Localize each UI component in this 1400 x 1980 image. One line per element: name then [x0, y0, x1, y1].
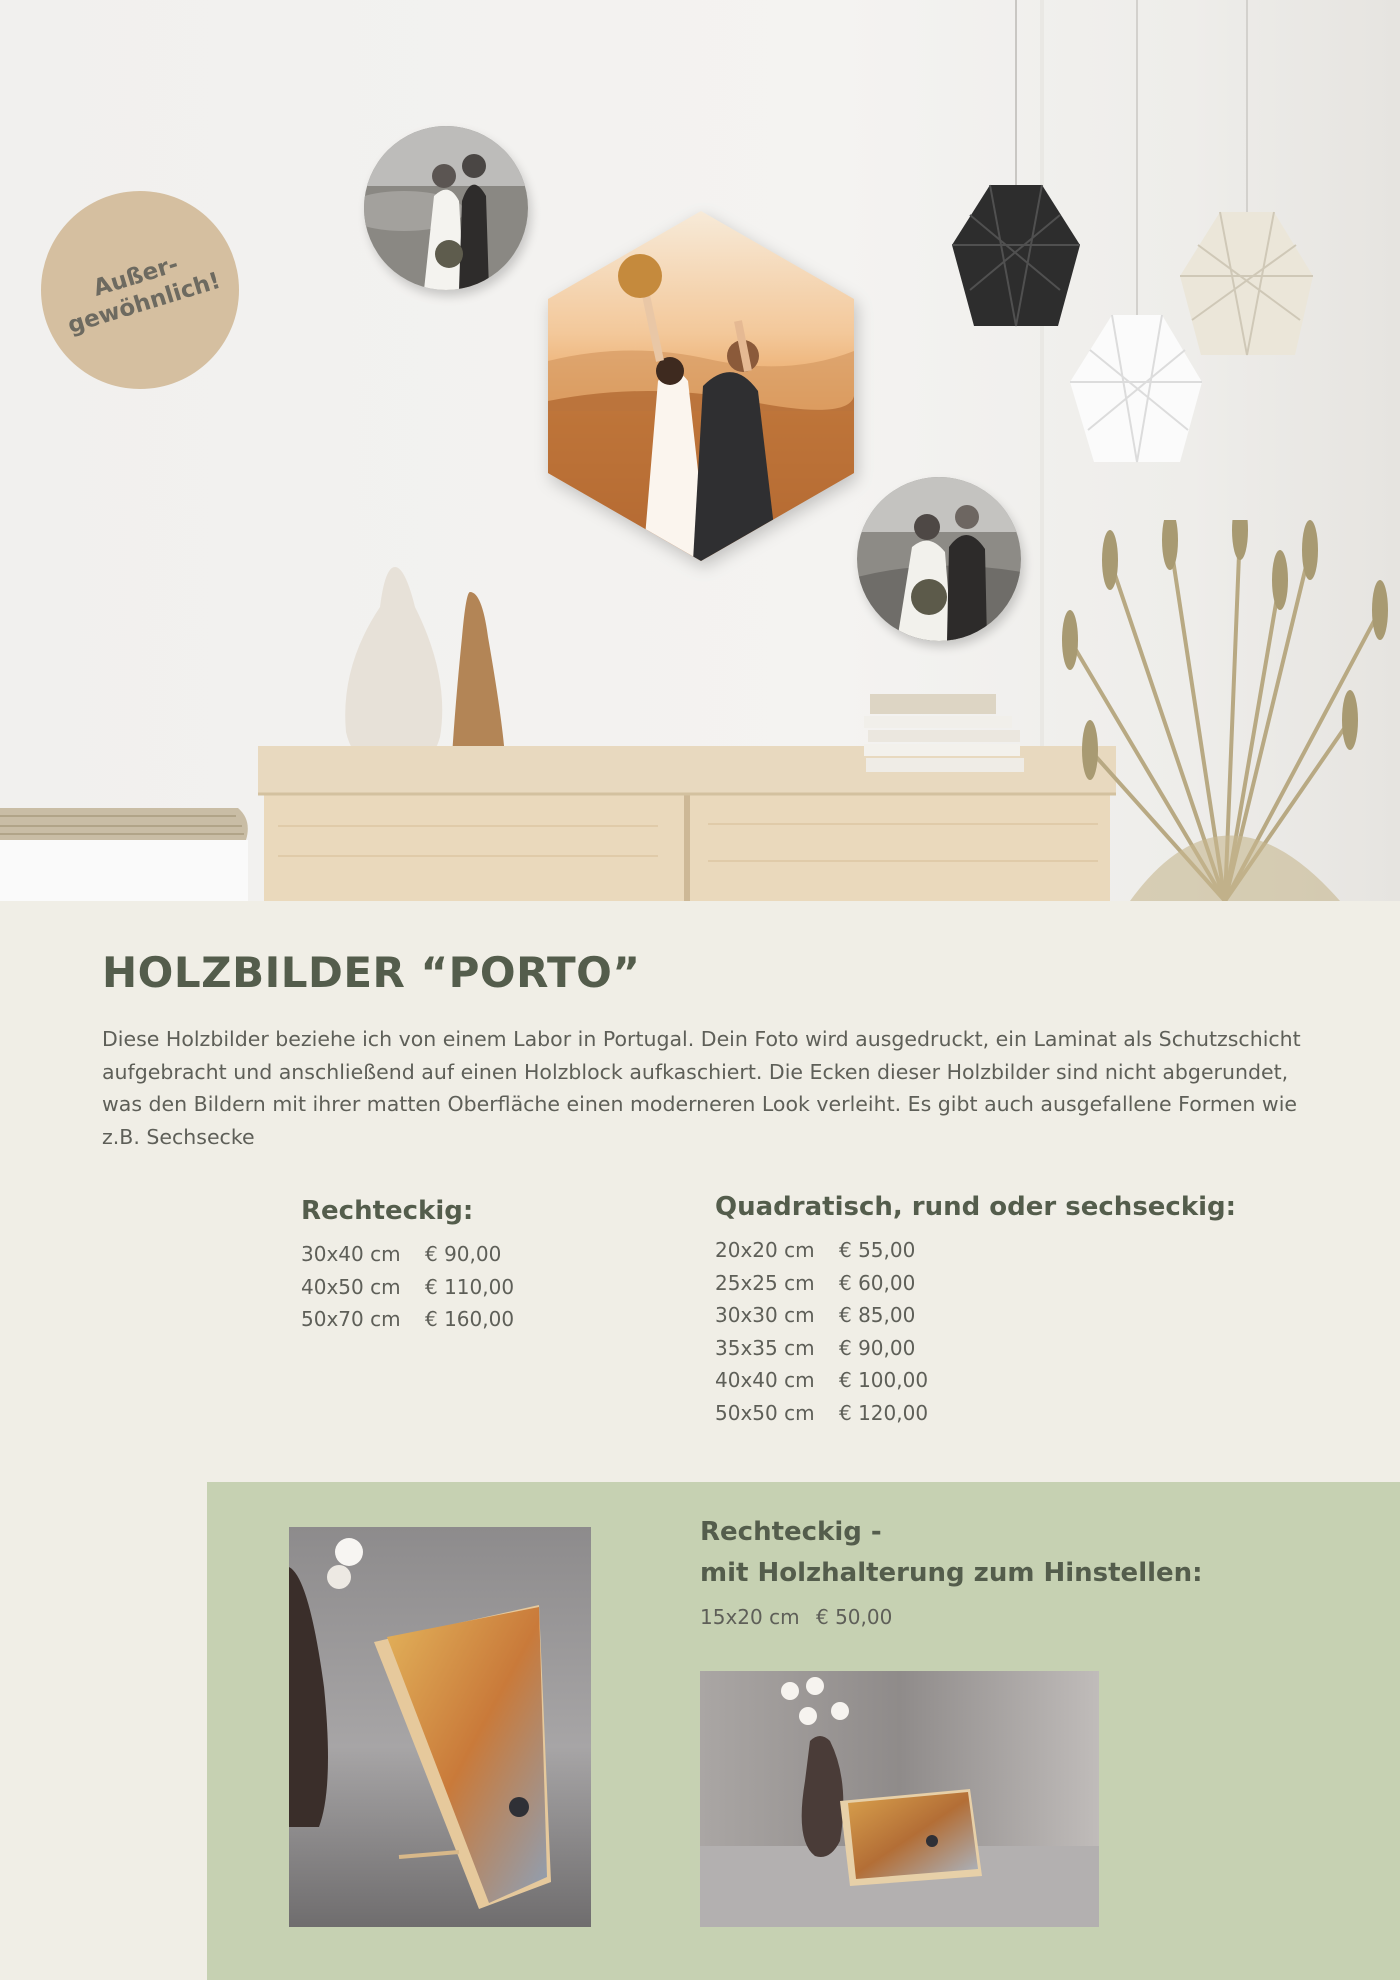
price-value: € 90,00	[839, 1335, 916, 1360]
price-row	[301, 1303, 514, 1336]
decor-vases	[330, 567, 510, 772]
book-stack	[864, 694, 1024, 774]
highlight-sticker	[41, 191, 239, 389]
price-size: 50x70 cm	[301, 1307, 401, 1331]
price-row	[301, 1271, 514, 1304]
price-row	[715, 1364, 1236, 1397]
round-portrait-photo	[364, 126, 528, 290]
price-row	[715, 1267, 1236, 1300]
intro-paragraph: Diese Holzbilder beziehe ich von einem Labor in Portugal. Dein Foto wird ausgedruckt, ein Laminat als Schutzschicht aufgebracht und anschließend auf einen Holzblock aufkaschiert. Die Ecken dieser Holzbilder sind nicht abgerundet, was den Bildern mit ihrer matten Oberfläche einen moderneren Look verleiht. Es gibt auch ausgefallene Formen wie z.B. Sechsecke	[102, 1027, 1301, 1149]
price-value: € 55,00	[839, 1238, 916, 1262]
price-size: 40x40 cm	[715, 1368, 815, 1392]
sticker-text: Außer- gewöhnlich!	[64, 251, 224, 339]
price-row	[715, 1234, 1236, 1267]
price-size: 30x40 cm	[301, 1242, 401, 1266]
stand-price-row	[700, 1605, 892, 1629]
price-value: € 90,00	[425, 1242, 502, 1266]
price-size: 40x50 cm	[301, 1274, 401, 1299]
price-row	[301, 1238, 514, 1271]
price-value: € 160,00	[425, 1307, 515, 1331]
price-size: 25x25 cm	[715, 1270, 815, 1295]
price-value: € 85,00	[839, 1303, 916, 1327]
stand-heading	[700, 1512, 1203, 1594]
rectangular-price-list	[301, 1196, 514, 1336]
price-value: € 60,00	[839, 1270, 916, 1295]
price-row	[715, 1299, 1236, 1332]
rectangular-heading: Rechteckig:	[301, 1196, 474, 1226]
page-title: HOLZBILDER “PORTO”	[102, 948, 641, 997]
hero-photo	[0, 0, 1400, 901]
hexagon-couple-photo	[548, 211, 854, 561]
price-size: 35x35 cm	[715, 1335, 815, 1360]
woven-basket	[0, 808, 252, 901]
stand-heading-line1: Rechteckig -	[700, 1517, 882, 1547]
price-size: 50x50 cm	[715, 1400, 815, 1425]
price-size: 20x20 cm	[715, 1238, 815, 1262]
pendant-lamps	[940, 0, 1390, 480]
price-value: € 120,00	[839, 1400, 929, 1425]
price-value: € 100,00	[839, 1368, 929, 1392]
price-row	[715, 1397, 1236, 1430]
price-value: € 50,00	[816, 1605, 893, 1629]
dried-wheat-decor	[1050, 520, 1400, 901]
wood-print-stand-photo	[289, 1527, 591, 1927]
square-heading: Quadratisch, rund oder sechseckig:	[715, 1192, 1237, 1222]
price-size: 15x20 cm	[700, 1605, 800, 1629]
square-price-list	[715, 1192, 1236, 1429]
price-size: 30x30 cm	[715, 1303, 815, 1327]
price-value: € 110,00	[425, 1274, 515, 1299]
wood-print-shelf-photo	[700, 1671, 1099, 1927]
price-row	[715, 1332, 1236, 1365]
round-portrait-photo	[857, 477, 1021, 641]
stand-heading-line2: mit Holzhalterung zum Hinstellen:	[700, 1558, 1203, 1588]
